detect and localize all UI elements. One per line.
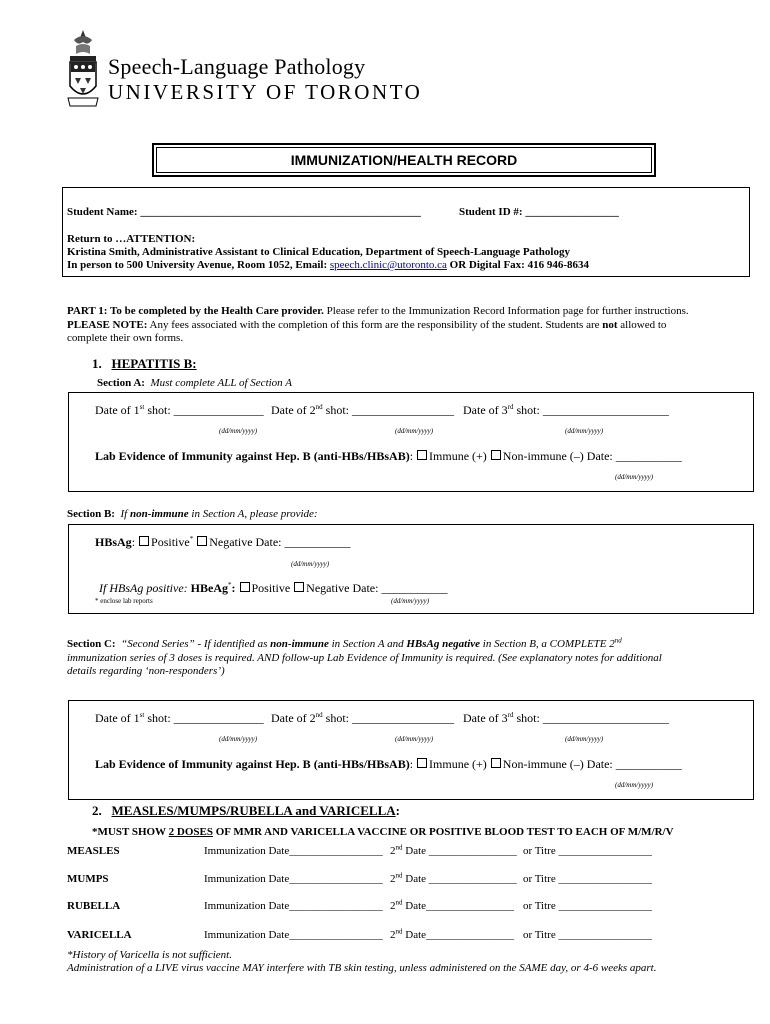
second-date-field[interactable] [390, 929, 514, 941]
section-b-rest: in Section A, please provide: [188, 508, 318, 520]
student-id-field[interactable]: Student ID #: _________________ [459, 206, 619, 218]
section-b-box [68, 524, 754, 614]
nonimmune-label[interactable]: Non-immune (–) Date: ___________ [502, 449, 682, 463]
form-title-box [152, 143, 656, 177]
hbeag-negative-date[interactable]: Negative Date: ___________ [306, 581, 448, 595]
dose1-shot: shot: [144, 403, 174, 417]
please-note-end: allowed to [617, 319, 667, 331]
hepb-a-lab-evidence: Lab Evidence of Immunity against Hep. B (anti-HBs/HBsAB): Immune (+) Non-immune (–) Date: ___________ [95, 449, 682, 463]
dose2-label: Date of 2 [271, 403, 316, 417]
please-note-not: not [602, 319, 618, 331]
hepb-number: 1. [92, 356, 102, 371]
second-date: Date________________ [402, 900, 515, 912]
hbsag-negative-checkbox[interactable] [197, 536, 207, 546]
dose1-sup: st [139, 403, 145, 411]
c-dose2-sup: nd [315, 711, 323, 719]
hepb-c-dose1[interactable] [95, 711, 264, 726]
mmr-number: 2. [92, 803, 102, 818]
contact-line: Kristina Smith, Administrative Assistant to Clinical Education, Department of Speech-Language Pathology [67, 246, 570, 258]
form-title: IMMUNIZATION/HEALTH RECORD [290, 152, 518, 168]
immunization-date-field[interactable]: Immunization Date_________________ [204, 845, 383, 857]
c-dose2-blank: _________________ [352, 711, 454, 725]
immune-label: Immune (+) [429, 449, 487, 463]
second-num: 2 [390, 900, 396, 912]
hepb-c-dose3[interactable] [463, 711, 669, 726]
hbsag-negative-date[interactable]: Negative Date: ___________ [209, 535, 351, 549]
dose3-label: Date of 3 [463, 403, 508, 417]
student-info-box [62, 187, 750, 277]
hepb-a-dose1[interactable] [95, 403, 264, 418]
dose1-format: (dd/mm/yyyy) [219, 427, 258, 435]
section-a-box [68, 392, 754, 492]
c-lab-date-format: (dd/mm/yyyy) [615, 781, 654, 789]
immunization-date-field[interactable]: Immunization Date_________________ [204, 900, 383, 912]
immune-checkbox[interactable] [417, 450, 427, 460]
titre-field[interactable]: or Titre _________________ [523, 845, 652, 857]
please-note [67, 319, 666, 331]
c-immune-label: Immune (+) [429, 757, 487, 771]
section-c-line3: details regarding ‘non-responders’) [67, 665, 225, 677]
please-note-text: Any fees associated with the completion of this form are the responsibility of the student. Students are [147, 319, 603, 331]
dose3-blank: _____________________ [542, 403, 669, 417]
hepb-title: HEPATITIS B: [111, 356, 197, 371]
must-show-doses: 2 DOSES [168, 826, 213, 838]
c-dose1-label: Date of 1 [95, 711, 140, 725]
hbeag-positive-label: Positive [251, 581, 291, 595]
c-nonimmune-label[interactable]: Non-immune (–) Date: ___________ [502, 757, 682, 771]
section-c-end: in Section B, a COMPLETE 2 [480, 638, 615, 650]
hepb-c-dose2[interactable] [271, 711, 454, 726]
section-c-box [68, 700, 754, 800]
section-a-heading [97, 377, 292, 389]
hbeag-label: HBeAg [190, 581, 228, 595]
hbeag-row: If HBsAg positive: HBeAg*: Positive Negative Date: ___________ [99, 581, 448, 595]
lab-date-format: (dd/mm/yyyy) [615, 473, 654, 481]
c-dose3-format: (dd/mm/yyyy) [565, 735, 604, 743]
must-show-pre: *MUST SHOW [92, 826, 169, 838]
dose3-shot: shot: [513, 403, 543, 417]
fax-text: OR Digital Fax: 416 946-8634 [446, 259, 589, 271]
second-sup: nd [395, 843, 403, 852]
second-date: Date________________ [402, 929, 515, 941]
dose1-label: Date of 1 [95, 403, 140, 417]
hepb-heading [92, 356, 197, 372]
row-name: RUBELLA [67, 900, 121, 912]
second-num: 2 [390, 873, 396, 885]
mmr-heading: 2. MEASLES/MUMPS/RUBELLA and VARICELLA: [92, 803, 400, 818]
hbeag-date-format: (dd/mm/yyyy) [391, 597, 430, 605]
second-sup: nd [395, 871, 403, 880]
hbeag-positive-checkbox[interactable] [240, 582, 250, 592]
section-c-second: “Second Series” - If identified as [121, 638, 271, 650]
section-b-label: Section B: [67, 508, 115, 520]
hbeag-negative-checkbox[interactable] [294, 582, 304, 592]
dose2-shot: shot: [322, 403, 352, 417]
live-vaccine-note: Administration of a LIVE virus vaccine MAY interfere with TB skin testing, unless administered on the SAME day, or 4-6 weeks apart. [67, 962, 657, 974]
part1-text: Please refer to the Immunization Record Information page for further instructions. [323, 305, 689, 317]
part1-intro [67, 305, 689, 317]
section-a-label: Section A: [97, 377, 145, 389]
nonimmune-checkbox[interactable] [491, 450, 501, 460]
section-c-mid: in Section A and [328, 638, 407, 650]
contact-address [67, 259, 589, 271]
dose3-format: (dd/mm/yyyy) [565, 427, 604, 435]
second-date-field[interactable] [390, 900, 514, 912]
mmr-title: MEASLES/MUMPS/RUBELLA and VARICELLA [111, 803, 396, 818]
row-name: VARICELLA [67, 929, 132, 941]
dose3-sup: rd [507, 403, 514, 411]
part1-heading: PART 1: To be completed by the Health Care provider. [67, 305, 324, 317]
second-sup: nd [395, 898, 403, 907]
c-nonimmune-checkbox[interactable] [491, 758, 501, 768]
second-date: Date ________________ [402, 845, 517, 857]
hbsag-label: HBsAg [95, 535, 132, 549]
dose2-format: (dd/mm/yyyy) [395, 427, 434, 435]
second-date-field[interactable] [390, 845, 517, 857]
must-show [92, 826, 674, 838]
c-immune-checkbox[interactable] [417, 758, 427, 768]
second-date: Date ________________ [402, 873, 517, 885]
hbsag-date-format: (dd/mm/yyyy) [291, 560, 330, 568]
hepb-a-dose2[interactable] [271, 403, 454, 418]
c-lab-label: Lab Evidence of Immunity against Hep. B (anti-HBs/HBsAB) [95, 757, 410, 771]
hbsag-positive-checkbox[interactable] [139, 536, 149, 546]
hepb-c-lab-evidence: Lab Evidence of Immunity against Hep. B (anti-HBs/HBsAB): Immune (+) Non-immune (–) Date: ___________ [95, 757, 682, 771]
hbsag-row: HBsAg: Positive* Negative Date: ___________ [95, 535, 351, 549]
c-dose2-format: (dd/mm/yyyy) [395, 735, 434, 743]
c-dose1-shot: shot: [144, 711, 174, 725]
varicella-history-note: *History of Varicella is not sufficient. [67, 949, 232, 961]
please-note-line2: complete their own forms. [67, 332, 184, 344]
c-dose1-format: (dd/mm/yyyy) [219, 735, 258, 743]
email-link[interactable]: speech.clinic@utoronto.ca [329, 259, 447, 271]
section-c-nonimmune: non-immune [270, 638, 329, 650]
immunization-date-field[interactable]: Immunization Date_________________ [204, 929, 383, 941]
second-date-field[interactable] [390, 873, 517, 885]
please-note-label: PLEASE NOTE: [67, 319, 148, 331]
second-num: 2 [390, 845, 396, 857]
hepb-a-dose3[interactable] [463, 403, 669, 418]
c-dose3-label: Date of 3 [463, 711, 508, 725]
dose2-blank: _________________ [352, 403, 454, 417]
university-logo [64, 28, 424, 108]
dose1-blank: _______________ [173, 403, 264, 417]
section-c-neg: HBsAg negative [406, 638, 481, 650]
crest-icon [66, 28, 100, 108]
row-name: MEASLES [67, 845, 120, 857]
address-text: In person to 500 University Avenue, Room 1052, Email: [67, 259, 330, 271]
titre-field[interactable]: or Titre _________________ [523, 900, 652, 912]
c-dose3-blank: _____________________ [542, 711, 669, 725]
student-name-field[interactable]: Student Name: ___________________________________________________ [67, 206, 421, 218]
hbsag-positive-label: Positive [151, 535, 190, 549]
section-c-line1 [67, 638, 622, 650]
section-c-line2: immunization series of 3 doses is required. AND follow-up Lab Evidence of Immunity is required. (See explanatory notes for additional [67, 652, 662, 664]
logo-text-program: Speech-Language Pathology [108, 54, 366, 79]
section-c-sup: nd [614, 636, 622, 645]
return-to-label: Return to …ATTENTION: [67, 233, 196, 245]
lab-label: Lab Evidence of Immunity against Hep. B (anti-HBs/HBsAB) [95, 449, 410, 463]
c-dose1-sup: st [139, 711, 145, 719]
titre-field[interactable]: or Titre _________________ [523, 873, 652, 885]
second-sup: nd [395, 927, 403, 936]
logo-text-university: UNIVERSITY OF TORONTO [108, 80, 423, 104]
c-dose3-sup: rd [507, 711, 514, 719]
dose2-sup: nd [315, 403, 323, 411]
c-dose3-shot: shot: [513, 711, 543, 725]
enclose-lab-reports: * enclose lab reports [95, 597, 153, 605]
section-b-if: If [120, 508, 130, 520]
titre-field[interactable]: or Titre _________________ [523, 929, 652, 941]
section-a-note: Must complete ALL of Section A [150, 377, 292, 389]
immunization-date-field[interactable]: Immunization Date_________________ [204, 873, 383, 885]
c-dose2-label: Date of 2 [271, 711, 316, 725]
row-name: MUMPS [67, 873, 109, 885]
if-positive-label: If HBsAg positive: [99, 581, 188, 595]
section-b-nonimmune: non-immune [129, 508, 189, 520]
section-b-heading [67, 508, 318, 520]
section-c-label: Section C: [67, 638, 116, 650]
c-dose1-blank: _______________ [173, 711, 264, 725]
must-show-post: OF MMR AND VARICELLA VACCINE OR POSITIVE BLOOD TEST TO EACH OF M/M/R/V [212, 826, 674, 838]
c-dose2-shot: shot: [322, 711, 352, 725]
second-num: 2 [390, 929, 396, 941]
